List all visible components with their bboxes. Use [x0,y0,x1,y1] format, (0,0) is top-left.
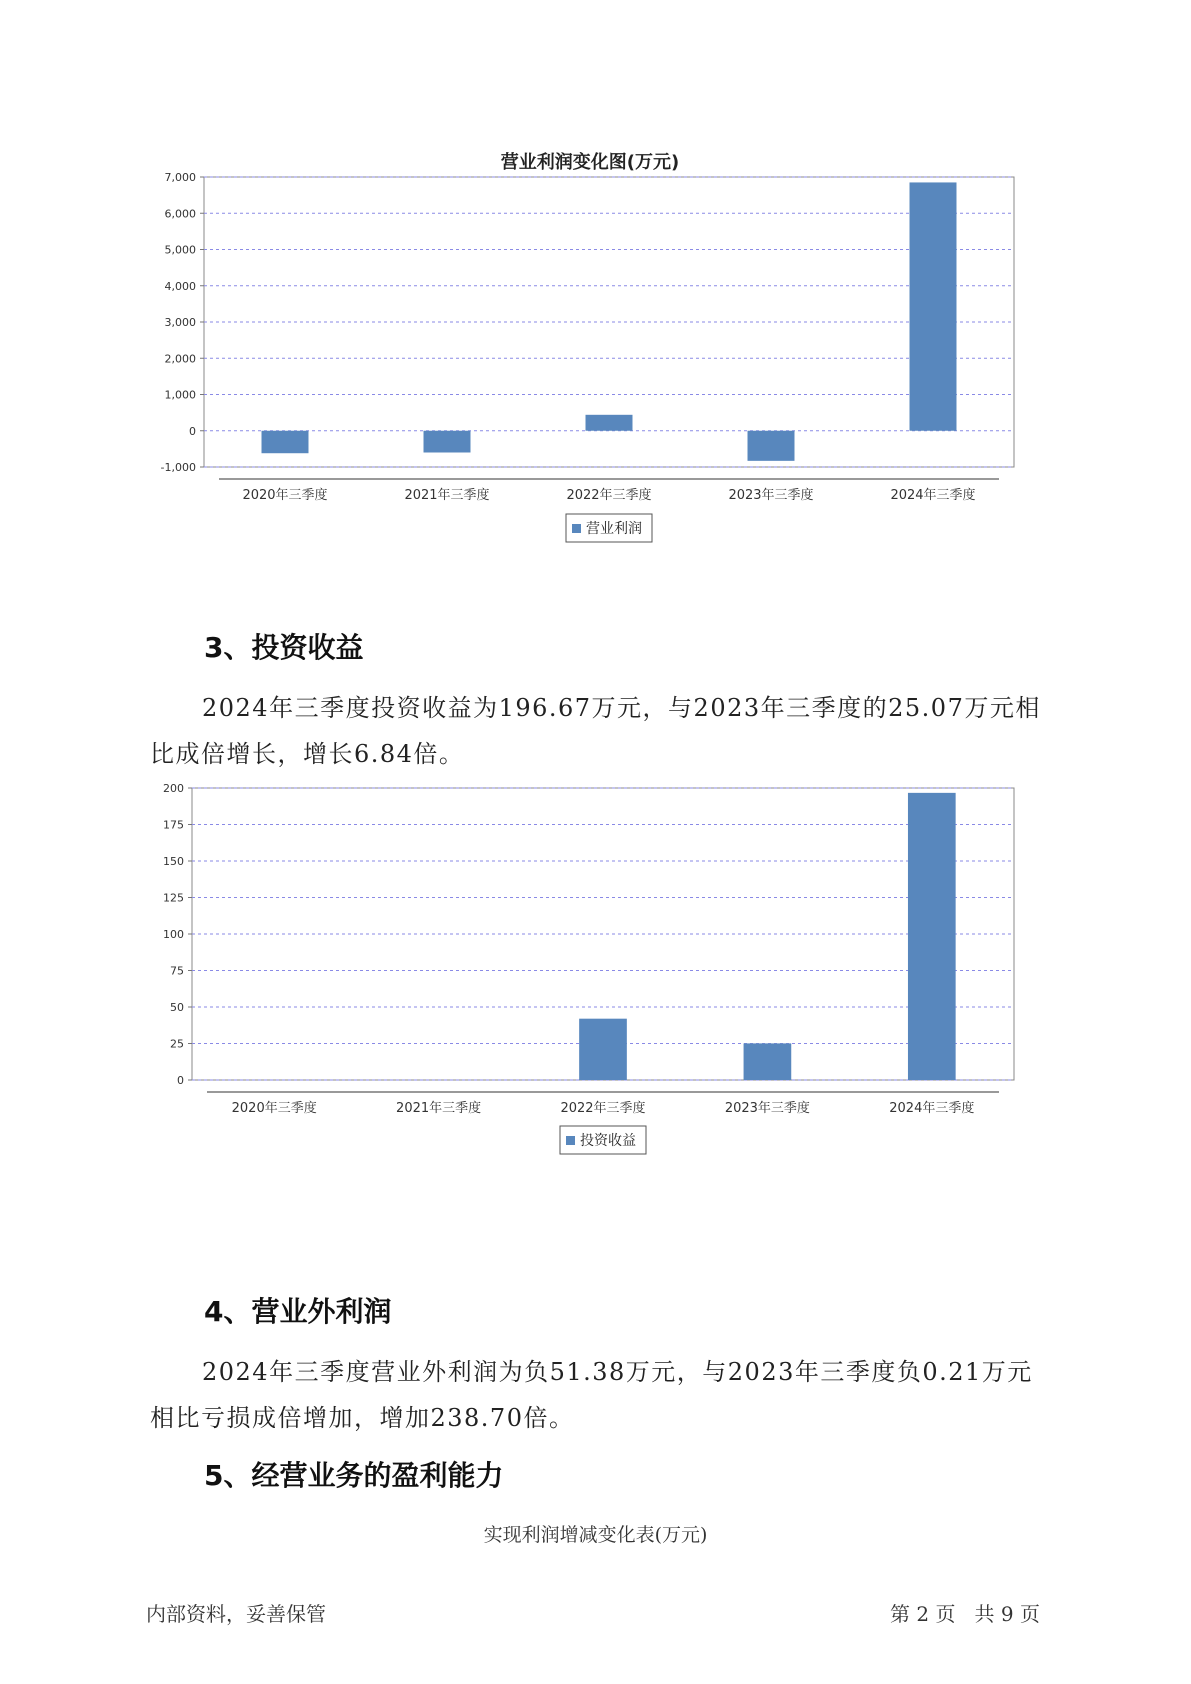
x-tick-label: 2020年三季度 [242,488,328,503]
y-tick-label: 0 [177,1074,184,1087]
x-tick-label: 2022年三季度 [560,1101,646,1116]
chart-plot [150,130,1030,590]
x-tick-label: 2024年三季度 [889,1101,975,1116]
chart-title: 营业利润变化图(万元) [500,152,680,173]
x-tick-label: 2022年三季度 [566,488,652,503]
x-tick-label: 2021年三季度 [404,488,490,503]
bar [744,1043,792,1080]
y-tick-label: 50 [170,1001,184,1014]
y-tick-label: 150 [163,855,184,868]
table-caption: 实现利润增减变化表(万元) [483,1524,708,1546]
section-heading-operating-profitability: 5、经营业务的盈利能力 [204,1459,504,1492]
legend-label: 营业利润 [586,521,642,537]
chart-plot [150,782,1030,1260]
bar [262,431,309,453]
x-tick-label: 2023年三季度 [724,1101,810,1116]
y-tick-label: 100 [163,928,184,941]
y-tick-label: 25 [170,1037,184,1051]
bar [579,1019,627,1080]
paragraph-line: 2024年三季度营业外利润为负51.38万元，与2023年三季度负0.21万元 [202,1358,1033,1386]
paragraph-line: 2024年三季度投资收益为196.67万元，与2023年三季度的25.07万元相 [202,694,1041,722]
y-tick-label: 175 [163,818,184,832]
y-tick-label: 6,000 [164,207,196,221]
y-tick-label: 75 [170,964,184,978]
y-tick-label: 3,000 [164,316,196,329]
bar [748,431,795,461]
footer-page-number: 第 2 页 共 9 页 [890,1602,1040,1626]
paragraph-line: 比成倍增长，增长6.84倍。 [150,740,465,768]
section-heading-non-operating-profit: 4、营业外利润 [204,1295,392,1328]
y-tick-label: -1,000 [160,461,196,474]
y-tick-label: 7,000 [164,171,196,184]
y-tick-label: 200 [163,782,184,795]
footer-left: 内部资料，妥善保管 [146,1602,326,1626]
chart-operating-profit [150,130,1030,590]
y-tick-label: 2,000 [164,352,196,366]
y-tick-label: 5,000 [164,243,196,257]
legend-swatch [572,524,581,533]
legend-label: 投资收益 [580,1133,636,1149]
x-tick-label: 2021年三季度 [396,1101,482,1116]
x-tick-label: 2024年三季度 [890,488,976,503]
y-tick-label: 0 [189,424,196,438]
bar [586,415,633,431]
bar [908,793,956,1080]
y-tick-label: 1,000 [164,388,196,402]
legend-swatch [566,1136,575,1145]
section-heading-investment-income: 3、投资收益 [204,631,364,664]
x-tick-label: 2023年三季度 [728,488,814,503]
x-tick-label: 2020年三季度 [231,1101,317,1116]
y-tick-label: 4,000 [164,279,196,293]
y-tick-label: 125 [163,891,184,905]
section-paragraph-investment-income [150,685,1060,777]
chart-investment-income [150,782,1030,1260]
section-paragraph-non-operating-profit [150,1349,1060,1441]
bar [910,182,957,430]
bar [424,431,471,453]
paragraph-line: 相比亏损成倍增加，增加238.70倍。 [150,1404,575,1432]
